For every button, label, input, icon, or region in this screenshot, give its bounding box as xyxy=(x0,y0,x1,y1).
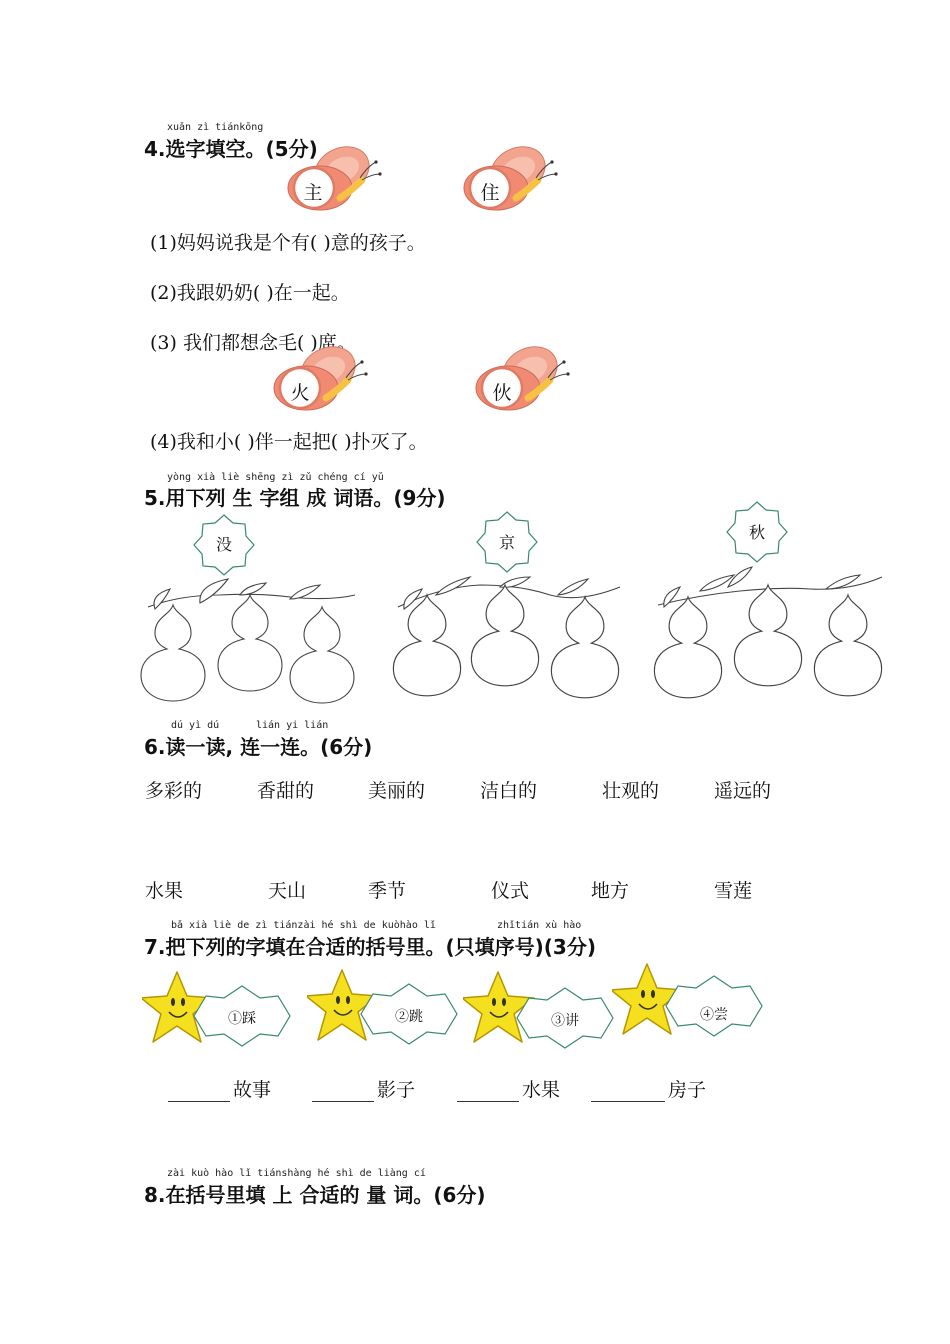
q7-pinyin-right: zhǐtián xù hào xyxy=(497,920,582,931)
q4-item-2: (2)我跟奶奶( )在一起。 xyxy=(150,282,350,304)
q7-option-3: ③讲 xyxy=(551,1013,579,1029)
q4-item-3: (3) 我们都想念毛( )席。 xyxy=(150,332,356,354)
q6-top-word[interactable]: 遥远的 xyxy=(714,780,772,802)
q6-bottom-word[interactable]: 雪莲 xyxy=(714,880,753,902)
q7-option-4: ④尝 xyxy=(700,1007,728,1023)
q4-item-1: (1)妈妈说我是个有( )意的孩子。 xyxy=(150,232,426,254)
q6-bottom-word[interactable]: 地方 xyxy=(591,880,630,902)
q5-char-3: 秋 xyxy=(748,523,765,542)
q5-title: 5.用下列 生 字组 成 词语。(9分) xyxy=(144,486,446,510)
q4-title: 4.选字填空。(5分) xyxy=(144,137,318,161)
q4-item-4: (4)我和小( )伴一起把( )扑灭了。 xyxy=(150,431,428,453)
q7-option-1: ①踩 xyxy=(228,1011,256,1027)
q6-bottom-word[interactable]: 季节 xyxy=(368,880,407,902)
q6-title: 6.读一读, 连一连。(6分) xyxy=(144,735,373,759)
q7-option-2: ②跳 xyxy=(395,1009,423,1025)
q6-top-word[interactable]: 多彩的 xyxy=(145,780,203,802)
gourd-vine-icon xyxy=(140,565,890,715)
q8-pinyin: zài kuò hào lǐ tiánshàng hé shì de liàng cí xyxy=(167,1168,426,1179)
q6-top-word[interactable]: 香甜的 xyxy=(257,780,315,802)
q7-blank[interactable]: 影子 xyxy=(312,1075,415,1102)
q4-pinyin: xuǎn zì tiánkōng xyxy=(167,122,264,133)
q8-title: 8.在括号里填 上 合适的 量 词。(6分) xyxy=(144,1183,486,1207)
q6-pinyin-right: lián yi lián xyxy=(256,720,329,731)
q7-blank[interactable]: 房子 xyxy=(591,1075,706,1102)
q6-bottom-word[interactable]: 天山 xyxy=(268,880,307,902)
q5-pinyin: yòng xià liè shēng zì zǔ chéng cí yǔ xyxy=(167,472,384,483)
q7-pinyin-left: bǎ xià liè de zì tiánzài hé shì de kuòhào lǐ xyxy=(171,920,436,931)
q6-top-word[interactable]: 美丽的 xyxy=(368,780,426,802)
q5-char-1: 没 xyxy=(215,535,232,554)
butterfly-char: 火 xyxy=(290,382,310,404)
star-option xyxy=(612,960,772,1045)
q5-char-2: 京 xyxy=(498,533,515,552)
q6-bottom-word[interactable]: 水果 xyxy=(145,880,184,902)
q6-top-word[interactable]: 壮观的 xyxy=(602,780,660,802)
q7-blank[interactable]: 水果 xyxy=(457,1075,560,1102)
q6-top-word[interactable]: 洁白的 xyxy=(480,780,538,802)
q7-blank[interactable]: 故事 xyxy=(168,1075,271,1102)
butterfly-char: 主 xyxy=(303,182,323,204)
q7-title: 7.把下列的字填在合适的括号里。(只填序号)(3分) xyxy=(144,935,596,959)
q6-bottom-word[interactable]: 仪式 xyxy=(491,880,530,902)
butterfly-char: 住 xyxy=(480,182,500,204)
butterfly-char: 伙 xyxy=(492,382,512,404)
q6-pinyin-left: dú yì dú xyxy=(171,720,220,731)
